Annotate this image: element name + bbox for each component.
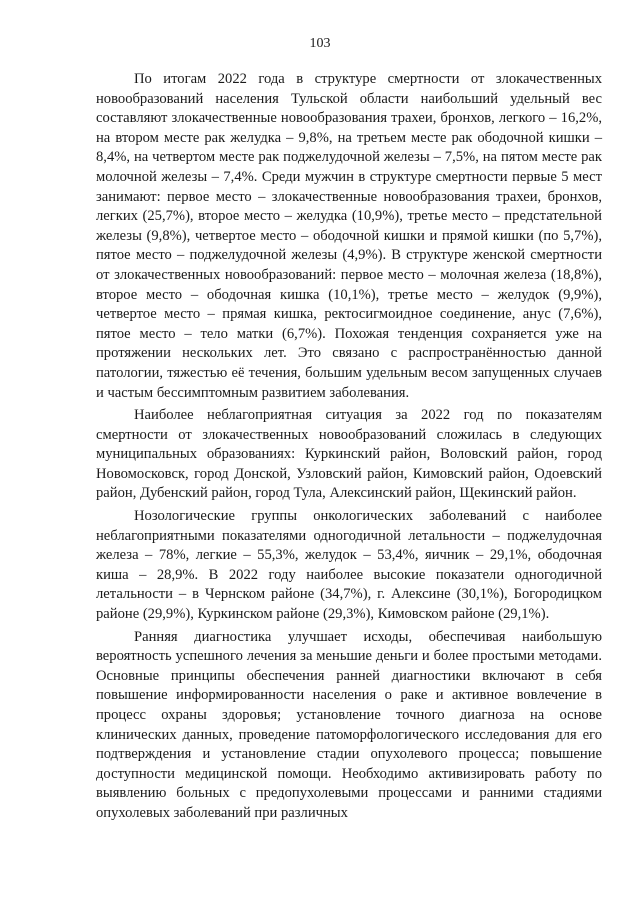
paragraph-unfavorable-districts: Наиболее неблагоприятная ситуация за 2022 год по показателям смертности от злокачественных новообразований сложилась в следующих муниципальных образованиях: Куркинский район, Воловский район, город Новомосковск, город Донской, Узловский район, Кимовский район, Одоевский район, Дубенский район, город Тула, Алексинский район, Щекинский район. [96, 407, 602, 502]
page-number: 103 [309, 36, 331, 51]
paragraph-mortality-structure: По итогам 2022 года в структуре смертности от злокачественных новообразований населения Тульской области наибольший удельный вес составляют злокачественные новообразования трахеи, бронхов, легкого – 16,2%, на втором месте рак желудка – 9,8%, на третьем месте рак ободочной кишки – 8,4%, на четвертом месте рак поджелудочной железы – 7,5%, на пятом месте рак молочной железы – 7,4%. Среди мужчин в структуре смертности первые 5 мест занимают: первое место – злокачественные новообразования трахеи, бронхов, легких (25,7%), второе место – желудка (10,9%), третье место – предстательной железы (9,8%), четвертое место – ободочной кишки и прямой кишки (по 5,7%), пятое место – поджелудочной железы (4,9%). В структуре женской смертности от злокачественных новообразований: первое место – молочная железа (18,8%), второе место – ободочная кишка (10,1%), третье место – желудок (9,9%), четвертое место – прямая кишка, ректосигмоидное соединение, анус (7,6%), пятое место – тело матки (6,7%). Похожая тенденция сохраняется уже на протяжении нескольких лет. Это связано с распространённостью данной патологии, тяжестью её течения, большим удельным весом запущенных случаев и частым бессимптомным развитием заболевания. [96, 71, 602, 401]
body-text [96, 70, 602, 824]
paragraph-one-year-lethality: Нозологические группы онкологических заболеваний с наиболее неблагоприятными показателями одногодичной летальности – поджелудочная железа – 78%, легкие – 55,3%, желудок – 53,4%, яичник – 29,1%, ободочная киша – 28,9%. В 2022 году наиболее высокие показатели одногодичной летальности – в Чернском районе (34,7%), г. Алексине (30,1%), Богородицком районе (29,9%), Куркинском районе (29,3%), Кимовском районе (29,1%). [96, 508, 602, 623]
paragraph-early-diagnosis: Ранняя диагностика улучшает исходы, обеспечивая наибольшую вероятность успешного лечения за меньшие деньги и более простыми методами. Основные принципы обеспечения ранней диагностики включают в себя повышение информированности населения о раке и активное вовлечение в процесс охраны здоровья; установление точного диагноза на основе клинических данных, проведение патоморфологического исследования для его подтверждения и установление стадии опухолевого процесса; повышение доступности медицинской помощи. Необходимо активизировать работу по выявлению больных с предопухолевыми процессами и ранними стадиями опухолевых заболеваний при различных [96, 628, 602, 821]
